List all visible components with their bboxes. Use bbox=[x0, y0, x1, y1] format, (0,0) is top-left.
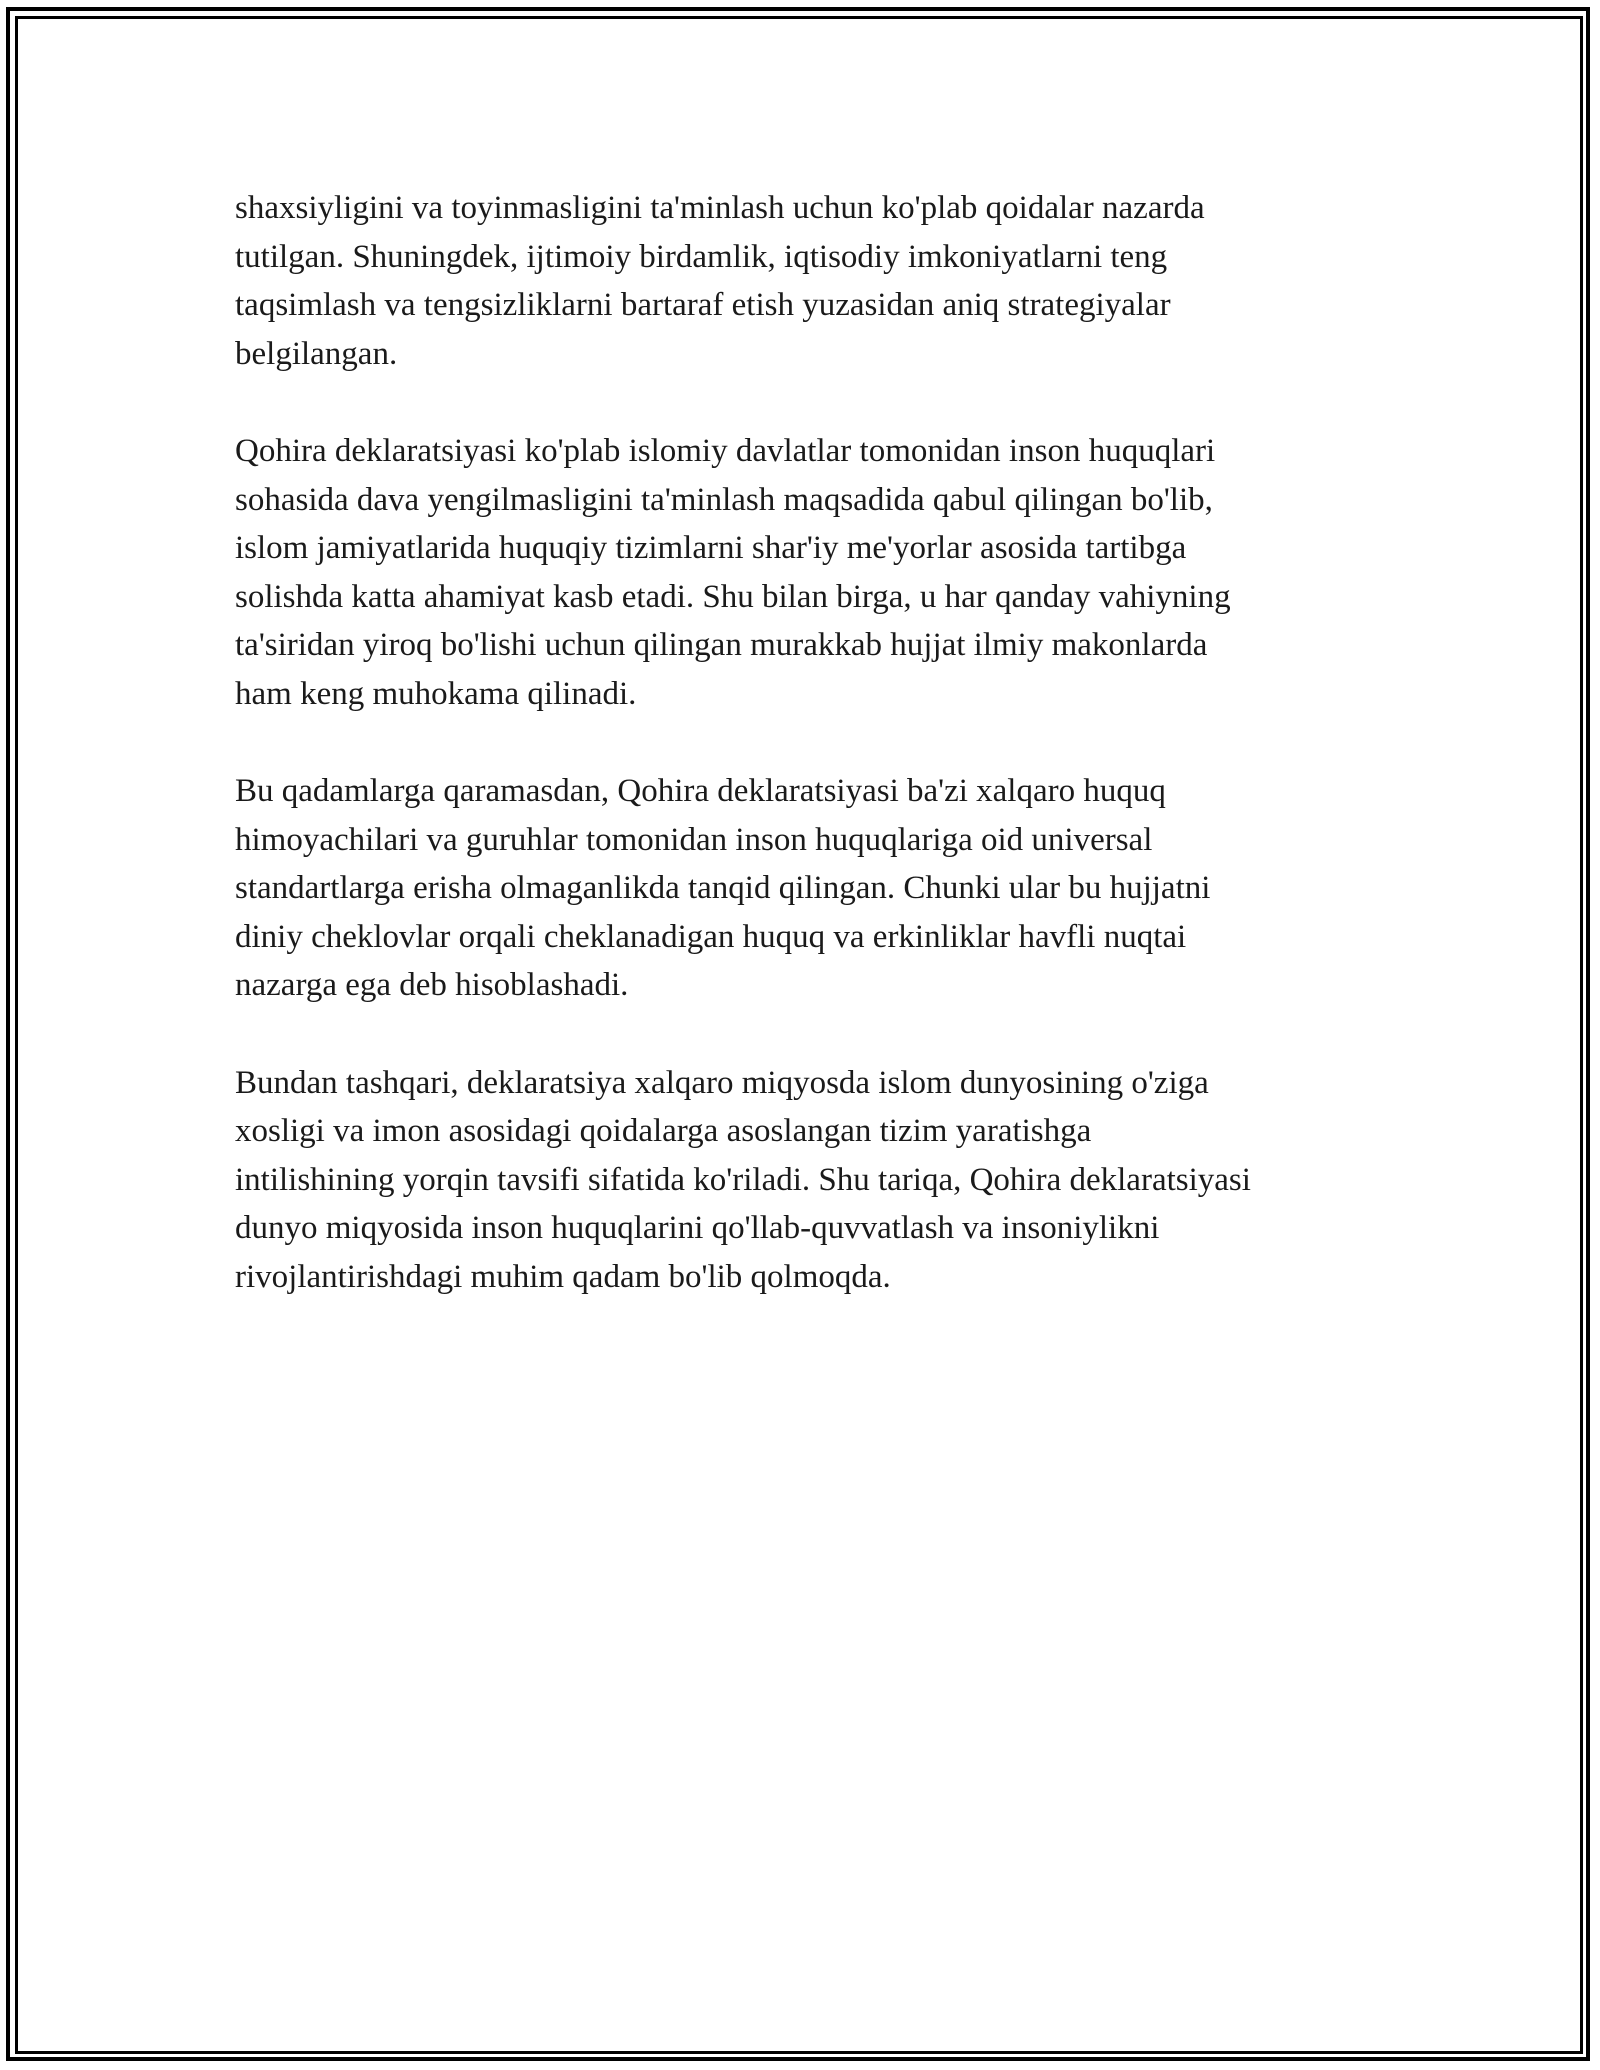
text-line: ta'siridan yiroq bo'lishi uchun qilingan murakkab hujjat ilmiy makonlarda bbox=[235, 627, 1208, 663]
text-line: nazarga ega deb hisoblashadi. bbox=[235, 967, 629, 1003]
text-line: taqsimlash va tengsizliklarni bartaraf etish yuzasidan aniq strategiyalar bbox=[235, 287, 1171, 323]
text-line: shaxsiyligini va toyinmasligini ta'minlash uchun ko'plab qoidalar nazarda bbox=[235, 190, 1205, 226]
paragraph bbox=[235, 184, 1385, 378]
text-line: solishda katta ahamiyat kasb etadi. Shu bilan birga, u har qanday vahiyning bbox=[235, 578, 1231, 615]
text-line: rivojlantirishdagi muhim qadam bo'lib qolmoqda. bbox=[235, 1258, 891, 1295]
text-line: xosligi va imon asosidagi qoidalarga asoslangan tizim yaratishga bbox=[235, 1113, 1092, 1149]
paragraph bbox=[235, 1059, 1385, 1302]
text-line: Bundan tashqari, deklaratsiya xalqaro miqyosda islom dunyosining o'ziga bbox=[235, 1064, 1209, 1101]
text-line: Qohira deklaratsiyasi ko'plab islomiy davlatlar tomonidan inson huquqlari bbox=[235, 433, 1216, 469]
paragraph bbox=[235, 427, 1385, 718]
text-line: ham keng muhokama qilinadi. bbox=[235, 675, 637, 712]
text-line: himoyachilari va guruhlar tomonidan inson huquqlariga oid universal bbox=[235, 821, 1153, 858]
document-body bbox=[235, 184, 1385, 1350]
text-line: diniy cheklovlar orqali cheklanadigan huquq va erkinliklar havfli nuqtai bbox=[235, 918, 1187, 955]
text-line: belgilangan. bbox=[235, 335, 398, 372]
text-line: Bu qadamlarga qaramasdan, Qohira deklaratsiyasi ba'zi xalqaro huquq bbox=[235, 773, 1166, 809]
text-line: sohasida dava yengilmasligini ta'minlash maqsadida qabul qilingan bo'lib, bbox=[235, 481, 1213, 518]
text-line: tutilgan. Shuningdek, ijtimoiy birdamlik, iqtisodiy imkoniyatlarni teng bbox=[235, 238, 1168, 275]
text-line: intilishining yorqin tavsifi sifatida ko'riladi. Shu tariqa, Qohira deklaratsiyasi bbox=[235, 1161, 1251, 1198]
paragraph bbox=[235, 767, 1385, 1010]
text-line: dunyo miqyosida inson huquqlarini qo'llab-quvvatlash va insoniylikni bbox=[235, 1210, 1160, 1246]
text-line: islom jamiyatlarida huquqiy tizimlarni shar'iy me'yorlar asosida tartibga bbox=[235, 530, 1187, 566]
text-line: standartlarga erisha olmaganlikda tanqid qilingan. Chunki ular bu hujjatni bbox=[235, 870, 1211, 906]
